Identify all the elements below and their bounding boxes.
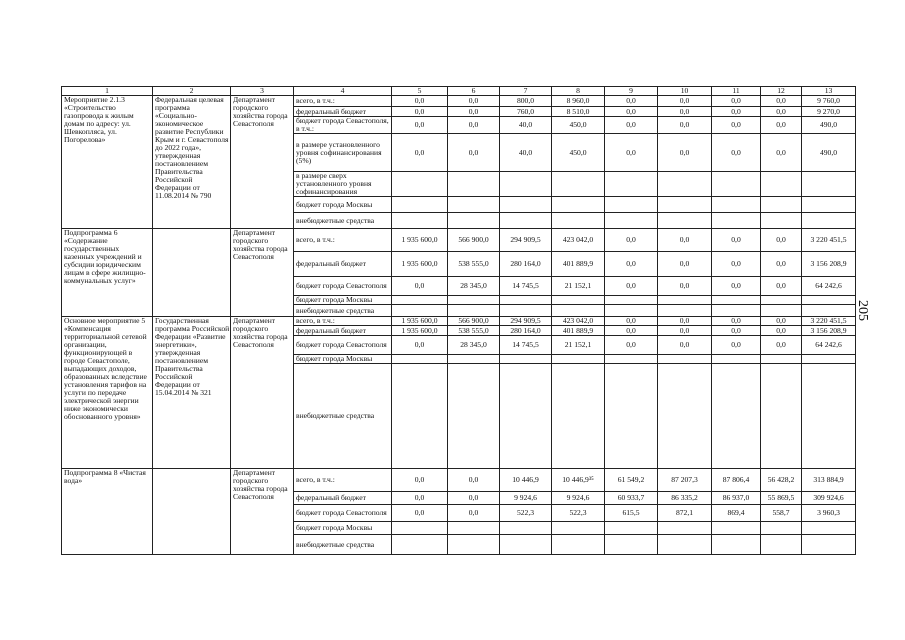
value-cell: 3 960,3 [802,505,856,522]
value-cell: 0,0 [392,134,448,172]
value-cell [712,197,761,213]
value-cell [605,305,658,317]
value-cell: 309 924,6 [802,492,856,505]
value-cell [448,213,500,229]
value-cell: 280 164,0 [500,252,552,277]
value-cell [712,522,761,535]
value-cell [605,296,658,305]
value-cell: 0,0 [605,317,658,326]
value-cell: 9 924,6 [500,492,552,505]
value-cell: 14 745,5 [500,277,552,296]
value-cell: 0,0 [448,469,500,492]
column-header: 4 [294,87,392,96]
value-cell: 0,0 [761,229,802,252]
table-row [62,229,856,252]
value-cell: 0,0 [712,229,761,252]
value-cell: 28 345,0 [448,277,500,296]
value-cell: 294 909,5 [500,317,552,326]
value-cell: 0,0 [761,326,802,336]
executor-cell: Департамент городского хозяйства города Севастополя [231,229,294,317]
indicator-cell: бюджет города Москвы [294,197,392,213]
indicator-cell: бюджет города Москвы [294,522,392,535]
executor-cell: Департамент городского хозяйства города Севастополя [231,96,294,229]
indicator-cell: федеральный бюджет [294,492,392,505]
value-cell: 21 152,1 [552,336,605,355]
value-cell [448,364,500,469]
value-cell [552,535,605,555]
value-cell [761,213,802,229]
value-cell [605,355,658,364]
value-cell: 0,0 [761,107,802,117]
value-cell: 1 935 600,0 [392,317,448,326]
value-cell [552,364,605,469]
value-cell [448,296,500,305]
value-cell: 0,0 [658,229,712,252]
value-cell: 615,5 [605,505,658,522]
program-cell: Государственная программа Российской Федерации «Развитие энергетики», утвержденная постановлением Правительства Российской Федерации от 15.04.2014 № 321 [153,317,231,469]
indicator-cell: в размере установленного уровня софинансирования (5%) [294,134,392,172]
value-cell: 0,0 [761,252,802,277]
value-cell: 87 806,4 [712,469,761,492]
value-cell [658,522,712,535]
value-cell: 8 510,0 [552,107,605,117]
value-cell: 0,0 [712,336,761,355]
value-cell: 0,0 [392,469,448,492]
value-cell [658,197,712,213]
value-cell: 566 900,0 [448,229,500,252]
value-cell: 86 937,0 [712,492,761,505]
indicator-cell: всего, в т.ч.: [294,317,392,326]
indicator-cell: внебюджетные средства [294,364,392,469]
indicator-cell: федеральный бюджет [294,252,392,277]
value-cell [658,305,712,317]
value-cell [392,172,448,197]
value-cell: 0,0 [448,96,500,107]
value-cell [552,213,605,229]
indicator-cell: внебюджетные средства [294,535,392,555]
value-cell [500,172,552,197]
value-cell [392,197,448,213]
value-cell: 87 207,3 [658,469,712,492]
value-cell: 423 042,0 [552,317,605,326]
value-cell [658,535,712,555]
value-cell [448,355,500,364]
column-header: 5 [392,87,448,96]
value-cell: 0,0 [605,117,658,134]
value-cell [658,296,712,305]
value-cell [500,355,552,364]
value-cell: 0,0 [658,96,712,107]
value-cell: 61 549,2 [605,469,658,492]
value-cell [605,364,658,469]
column-header: 10 [658,87,712,96]
value-cell: 538 555,0 [448,252,500,277]
column-header: 2 [153,87,231,96]
value-cell [802,355,856,364]
value-cell: 800,0 [500,96,552,107]
event-cell: Подпрограмма 6 «Содержание государственных казенных учреждений и субсидии юридическим лицам в сфере жилищно-коммунальных услуг» [62,229,153,317]
value-cell [761,172,802,197]
value-cell [392,355,448,364]
indicator-cell: бюджет города Москвы [294,355,392,364]
value-cell: 3 156 208,9 [802,326,856,336]
value-cell [761,364,802,469]
value-cell [761,355,802,364]
value-cell: 872,1 [658,505,712,522]
value-cell: 0,0 [761,117,802,134]
value-cell: 566 900,0 [448,317,500,326]
value-cell: 423 042,0 [552,229,605,252]
header-row [62,87,856,96]
value-cell: 8 960,0 [552,96,605,107]
value-cell: 0,0 [712,96,761,107]
value-cell [605,213,658,229]
program-cell [153,469,231,555]
value-cell [761,535,802,555]
value-cell: 0,0 [605,107,658,117]
value-cell [802,197,856,213]
value-cell: 60 933,7 [605,492,658,505]
indicator-cell: бюджет города Севастополя [294,505,392,522]
value-cell: 0,0 [605,134,658,172]
value-cell: 1 935 600,0 [392,252,448,277]
value-cell [712,296,761,305]
value-cell: 0,0 [448,107,500,117]
value-cell: 0,0 [448,492,500,505]
value-cell [802,535,856,555]
value-cell [712,364,761,469]
indicator-cell: всего, в т.ч.: [294,229,392,252]
value-cell: 1 935 600,0 [392,326,448,336]
indicator-cell: в размере сверх установленного уровня софинансирования [294,172,392,197]
table-row [62,469,856,492]
value-cell: 86 335,2 [658,492,712,505]
program-cell [153,229,231,317]
value-cell: 401 889,9 [552,326,605,336]
value-cell: 0,0 [658,134,712,172]
value-cell: 64 242,6 [802,336,856,355]
value-cell [712,355,761,364]
value-cell: 0,0 [658,107,712,117]
value-cell: 55 869,5 [761,492,802,505]
value-cell [552,355,605,364]
value-cell [802,305,856,317]
value-cell [802,213,856,229]
value-cell [658,213,712,229]
value-cell: 558,7 [761,505,802,522]
value-cell [552,522,605,535]
value-cell: 401 889,9 [552,252,605,277]
value-cell: 9 924,6 [552,492,605,505]
value-cell: 522,3 [500,505,552,522]
page-number: 205 [855,300,870,321]
value-cell [761,197,802,213]
value-cell: 40,0 [500,134,552,172]
value-cell: 0,0 [712,277,761,296]
value-cell: 760,0 [500,107,552,117]
value-cell [552,172,605,197]
value-cell: 0,0 [712,134,761,172]
column-header: 8 [552,87,605,96]
value-cell [802,522,856,535]
value-cell: 313 884,9 [802,469,856,492]
table-row [62,96,856,107]
value-cell: 0,0 [392,505,448,522]
value-cell [552,197,605,213]
value-cell [802,172,856,197]
value-cell [500,535,552,555]
column-header: 13 [802,87,856,96]
value-cell [500,305,552,317]
value-cell: 280 164,0 [500,326,552,336]
value-cell [448,522,500,535]
value-cell [658,364,712,469]
value-cell: 64 242,6 [802,277,856,296]
indicator-cell: всего, в т.ч.: [294,96,392,107]
value-cell [605,535,658,555]
value-cell: 0,0 [392,277,448,296]
value-cell [448,172,500,197]
value-cell: 294 909,5 [500,229,552,252]
value-cell [500,213,552,229]
value-cell: 0,0 [658,336,712,355]
value-cell: 0,0 [761,96,802,107]
value-cell [761,305,802,317]
value-cell: 0,0 [448,505,500,522]
value-cell [712,535,761,555]
value-cell [500,296,552,305]
value-cell: 0,0 [712,117,761,134]
column-header: 7 [500,87,552,96]
value-cell: 0,0 [392,117,448,134]
indicator-cell: бюджет города Севастополя, в т.ч.: [294,117,392,134]
indicator-cell: федеральный бюджет [294,326,392,336]
value-cell: 0,0 [761,277,802,296]
value-cell: 14 745,5 [500,336,552,355]
program-cell: Федеральная целевая программа «Социально-экономическое развитие Республики Крым и г. Севастополя до 2022 года», утвержденная постановлением Правительства Российской Федерации от 11.08.2014 № 790 [153,96,231,229]
value-cell: 0,0 [392,107,448,117]
value-cell: 0,0 [761,317,802,326]
value-cell [552,305,605,317]
value-cell [605,522,658,535]
value-cell [448,197,500,213]
event-cell: Подпрограмма 8 «Чистая вода» [62,469,153,555]
event-cell: Мероприятие 2.1.3 «Строительство газопровода к жилым домам по адресу: ул. Шевкопляса, ул. Погорелова» [62,96,153,229]
value-cell: 0,0 [392,96,448,107]
value-cell: 0,0 [605,229,658,252]
value-cell [802,296,856,305]
value-cell: 0,0 [448,134,500,172]
value-cell: 0,0 [761,134,802,172]
value-cell: 9 270,0 [802,107,856,117]
value-cell: 0,0 [712,107,761,117]
value-cell: 0,0 [761,336,802,355]
value-cell [605,197,658,213]
value-cell [392,364,448,469]
value-cell: 0,0 [392,492,448,505]
value-cell [500,364,552,469]
value-cell: 538 555,0 [448,326,500,336]
value-cell [392,213,448,229]
value-cell: 10 446,9 [500,469,552,492]
value-cell: 3 220 451,5 [802,229,856,252]
value-cell: 0,0 [658,317,712,326]
column-header: 12 [761,87,802,96]
indicator-cell: бюджет города Москвы [294,296,392,305]
indicator-cell: федеральный бюджет [294,107,392,117]
indicator-cell: внебюджетные средства [294,305,392,317]
value-cell: 0,0 [605,96,658,107]
value-cell [392,522,448,535]
value-cell: 522,3 [552,505,605,522]
column-header: 6 [448,87,500,96]
value-cell: 0,0 [605,252,658,277]
value-cell [658,172,712,197]
value-cell [802,364,856,469]
value-cell: 0,0 [605,336,658,355]
value-cell [761,522,802,535]
value-cell: 0,0 [392,336,448,355]
value-cell [448,535,500,555]
value-cell [761,296,802,305]
value-cell [712,305,761,317]
value-cell [392,296,448,305]
value-cell [712,213,761,229]
column-header: 11 [712,87,761,96]
value-cell [448,305,500,317]
value-cell: 869,4 [712,505,761,522]
value-cell: 3 156 208,9 [802,252,856,277]
value-cell: 0,0 [658,326,712,336]
value-cell: 40,0 [500,117,552,134]
value-cell [392,535,448,555]
value-cell: 0,0 [605,326,658,336]
value-cell: 490,0 [802,117,856,134]
indicator-cell: внебюджетные средства [294,213,392,229]
value-cell [500,197,552,213]
table-row [62,317,856,326]
value-cell: 0,0 [712,317,761,326]
value-cell: 9 760,0 [802,96,856,107]
indicator-cell: бюджет города Севастополя [294,277,392,296]
value-cell [658,355,712,364]
value-cell: 28 345,0 [448,336,500,355]
indicator-cell: всего, в т.ч.: [294,469,392,492]
value-cell [605,172,658,197]
value-cell: 0,0 [658,252,712,277]
event-cell: Основное мероприятие 5 «Компенсация территориальной сетевой организации, функционирующей в городе Севастополе, выпадающих доходов, образованных вследствие установления тарифов на услуги по передаче электрической энергии ниже экономически обоснованного уровня» [62,317,153,469]
indicator-cell: бюджет города Севастополя [294,336,392,355]
value-cell [500,522,552,535]
value-cell [552,296,605,305]
column-header: 9 [605,87,658,96]
value-cell: 0,0 [605,277,658,296]
budget-table [61,86,856,555]
executor-cell: Департамент городского хозяйства города Севастополя [231,317,294,469]
executor-cell: Департамент городского хозяйства города Севастополя [231,469,294,555]
value-cell: 0,0 [658,117,712,134]
value-cell: 450,0 [552,134,605,172]
value-cell [392,305,448,317]
value-cell: 490,0 [802,134,856,172]
value-cell: 0,0 [712,252,761,277]
value-cell: 0,0 [448,117,500,134]
value-cell: 56 428,2 [761,469,802,492]
value-cell [712,172,761,197]
column-header: 1 [62,87,153,96]
value-cell: 0,0 [658,277,712,296]
value-cell: 0,0 [712,326,761,336]
value-cell: 10 446,9³⁵ [552,469,605,492]
value-cell: 1 935 600,0 [392,229,448,252]
column-header: 3 [231,87,294,96]
value-cell: 3 220 451,5 [802,317,856,326]
value-cell: 21 152,1 [552,277,605,296]
value-cell: 450,0 [552,117,605,134]
